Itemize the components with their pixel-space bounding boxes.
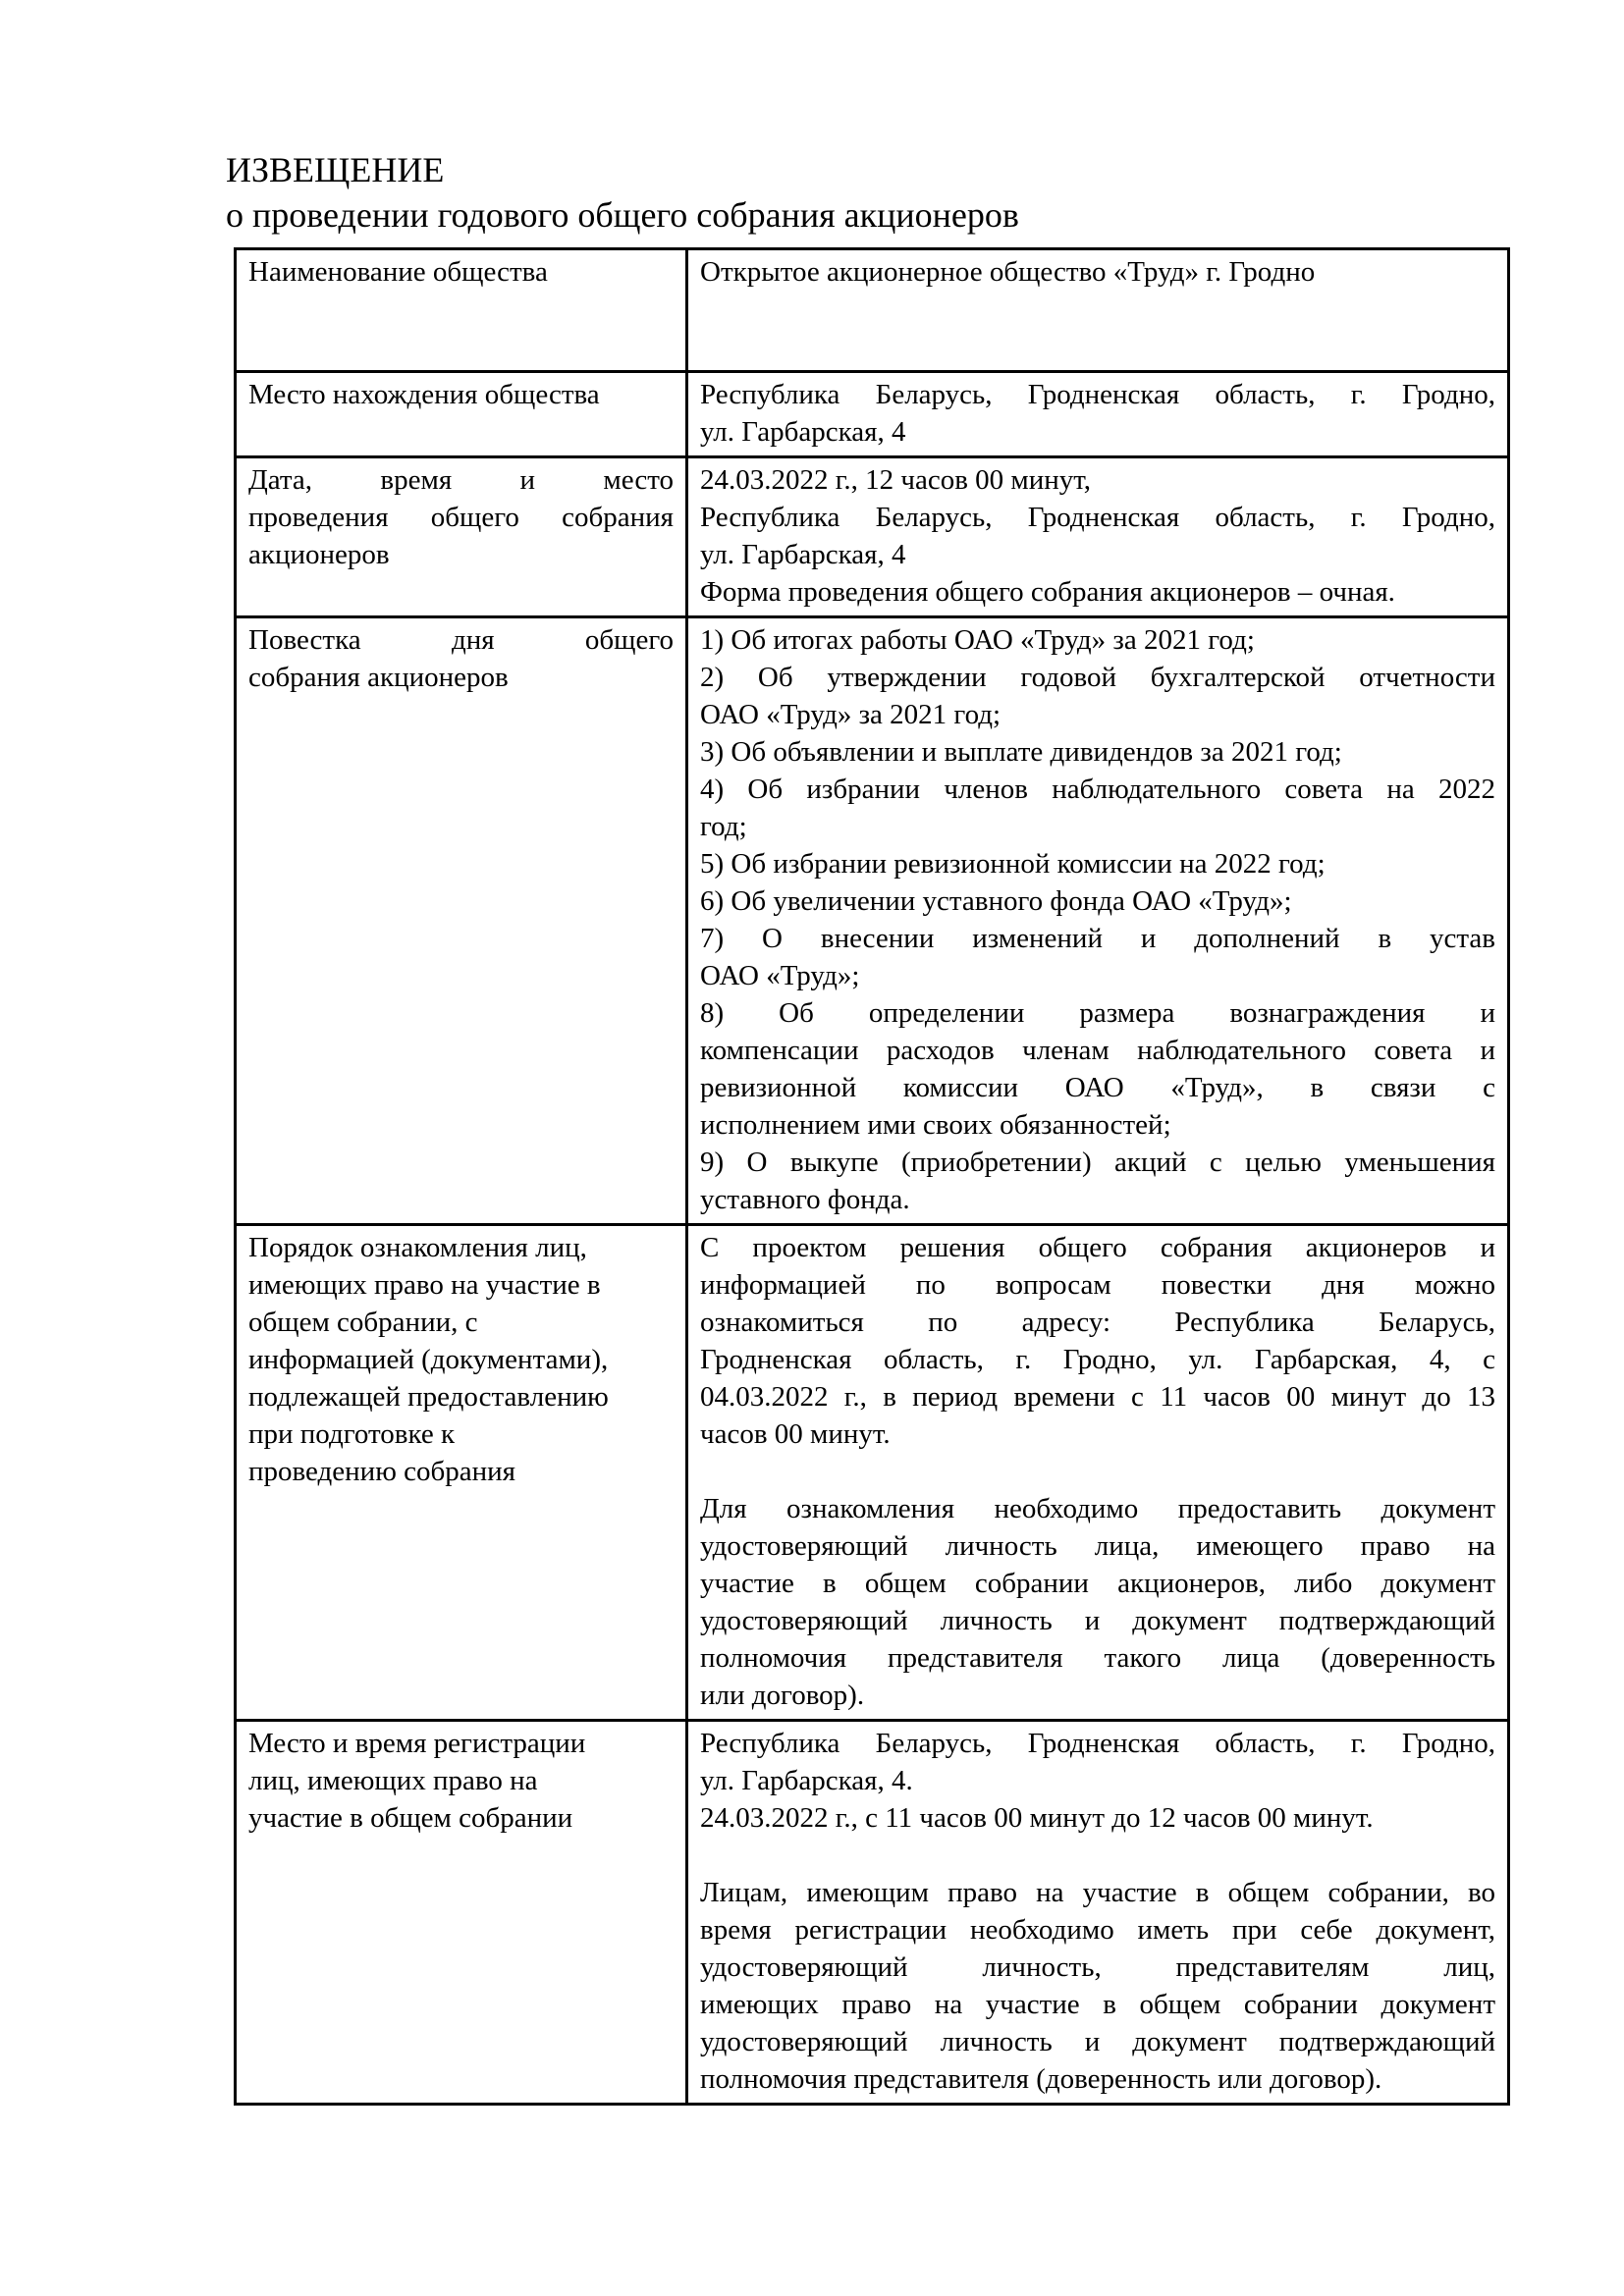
text-line: С проектом решения общего собрания акционеров и: [700, 1232, 1495, 1263]
text-line: удостоверяющий личность и документ подтверждающий: [700, 2026, 1495, 2057]
text-line: Для ознакомления необходимо предоставить документ: [700, 1493, 1495, 1524]
blank-line: [700, 1453, 1495, 1490]
text-line: Открытое акционерное общество «Труд» г. Гродно: [700, 256, 1316, 288]
text-line: участие в общем собрании: [248, 1802, 573, 1834]
text-line: проведению собрания: [248, 1456, 515, 1487]
text-line: 2) Об утверждении годовой бухгалтерской отчетности: [700, 662, 1495, 693]
registration-place-time-value: [687, 1721, 1509, 2105]
text-line: собрания акционеров: [248, 662, 509, 693]
document-header: [226, 147, 1507, 238]
company-name-label: [236, 249, 687, 372]
agenda-value: [687, 617, 1509, 1225]
text-line: 8) Об определении размера вознаграждения и: [700, 997, 1495, 1029]
text-line: акционеров: [248, 539, 390, 570]
text-line: 7) О внесении изменений и дополнений в устав: [700, 923, 1495, 954]
notice-table: [234, 247, 1510, 2106]
text-line: часов 00 минут.: [700, 1418, 891, 1450]
text-line: Лицам, имеющим право на участие в общем собрании, во: [700, 1877, 1495, 1908]
agenda-label: [236, 617, 687, 1225]
blank-line: [700, 328, 1495, 365]
meeting-date-time-place-label: [236, 457, 687, 617]
text-line: Республика Беларусь, Гродненская область, г. Гродно,: [700, 379, 1495, 410]
text-line: уставного фонда.: [700, 1184, 910, 1215]
text-line: 5) Об избрании ревизионной комиссии на 2022 год;: [700, 848, 1326, 880]
text-line: информацией (документами),: [248, 1344, 609, 1375]
blank-line: [700, 1837, 1495, 1874]
text-line: проведения общего собрания: [248, 502, 674, 533]
text-line: Гродненская область, г. Гродно, ул. Гарбарская, 4, с: [700, 1344, 1495, 1375]
text-line: Место и время регистрации: [248, 1728, 586, 1759]
table-row-agenda: [236, 617, 1509, 1225]
text-line: подлежащей предоставлению: [248, 1381, 609, 1413]
table-row-meeting-date-time-place: [236, 457, 1509, 617]
text-line: время регистрации необходимо иметь при себе документ,: [700, 1914, 1495, 1946]
page-subtitle: о проведении годового общего собрания акционеров: [226, 195, 1019, 235]
text-line: общем собрании, с: [248, 1307, 478, 1338]
text-line: информацией по вопросам повестки дня можно: [700, 1269, 1495, 1301]
text-line: удостоверяющий личность, представителям лиц,: [700, 1951, 1495, 1983]
table-row-registration-place-time: [236, 1721, 1509, 2105]
text-line: участие в общем собрании акционеров, либо документ: [700, 1568, 1495, 1599]
text-line: Дата, время и место: [248, 464, 674, 496]
blank-line: [700, 291, 1495, 328]
notice-table-body: [236, 249, 1509, 2105]
text-line: 1) Об итогах работы ОАО «Труд» за 2021 год;: [700, 624, 1255, 656]
text-line: 24.03.2022 г., 12 часов 00 минут,: [700, 464, 1092, 496]
text-line: Республика Беларусь, Гродненская область, г. Гродно,: [700, 1728, 1495, 1759]
text-line: ул. Гарбарская, 4.: [700, 1765, 913, 1796]
text-line: удостоверяющий личность и документ подтверждающий: [700, 1605, 1495, 1636]
text-line: ознакомиться по адресу: Республика Беларусь,: [700, 1307, 1495, 1338]
text-line: имеющих право на участие в: [248, 1269, 601, 1301]
text-line: ОАО «Труд» за 2021 год;: [700, 699, 1001, 730]
text-line: удостоверяющий личность лица, имеющего право на: [700, 1530, 1495, 1562]
text-line: Наименование общества: [248, 256, 548, 288]
meeting-date-time-place-value: [687, 457, 1509, 617]
text-line: полномочия представителя (доверенность или договор).: [700, 2063, 1382, 2095]
text-line: 24.03.2022 г., с 11 часов 00 минут до 12 часов 00 минут.: [700, 1802, 1374, 1834]
review-procedure-value: [687, 1225, 1509, 1721]
text-line: Порядок ознакомления лиц,: [248, 1232, 587, 1263]
table-row-company-name: [236, 249, 1509, 372]
text-line: 3) Об объявлении и выплате дивидендов за 2021 год;: [700, 736, 1342, 768]
text-line: 04.03.2022 г., в период времени с 11 часов 00 минут до 13: [700, 1381, 1495, 1413]
table-row-review-procedure: [236, 1225, 1509, 1721]
text-line: полномочия представителя такого лица (доверенность: [700, 1642, 1495, 1674]
text-line: 4) Об избрании членов наблюдательного совета на 2022: [700, 774, 1495, 805]
company-location-value: [687, 372, 1509, 457]
text-line: компенсации расходов членам наблюдательного совета и: [700, 1035, 1495, 1066]
text-line: ул. Гарбарская, 4: [700, 539, 906, 570]
text-line: имеющих право на участие в общем собрании документ: [700, 1989, 1495, 2020]
text-line: исполнением ими своих обязанностей;: [700, 1109, 1171, 1141]
company-name-value: [687, 249, 1509, 372]
company-location-label: [236, 372, 687, 457]
text-line: Республика Беларусь, Гродненская область, г. Гродно,: [700, 502, 1495, 533]
review-procedure-label: [236, 1225, 687, 1721]
text-line: Место нахождения общества: [248, 379, 600, 410]
text-line: ревизионной комиссии ОАО «Труд», в связи с: [700, 1072, 1495, 1103]
text-line: Форма проведения общего собрания акционеров – очная.: [700, 576, 1395, 608]
page-title: ИЗВЕЩЕНИЕ: [226, 150, 445, 189]
text-line: ул. Гарбарская, 4: [700, 416, 906, 448]
text-line: 9) О выкупе (приобретении) акций с целью уменьшения: [700, 1147, 1495, 1178]
text-line: при подготовке к: [248, 1418, 456, 1450]
registration-place-time-label: [236, 1721, 687, 2105]
text-line: лиц, имеющих право на: [248, 1765, 538, 1796]
text-line: или договор).: [700, 1680, 865, 1711]
text-line: год;: [700, 811, 747, 842]
text-line: ОАО «Труд»;: [700, 960, 860, 991]
text-line: Повестка дня общего: [248, 624, 674, 656]
table-row-company-location: [236, 372, 1509, 457]
text-line: 6) Об увеличении уставного фонда ОАО «Труд»;: [700, 885, 1292, 917]
